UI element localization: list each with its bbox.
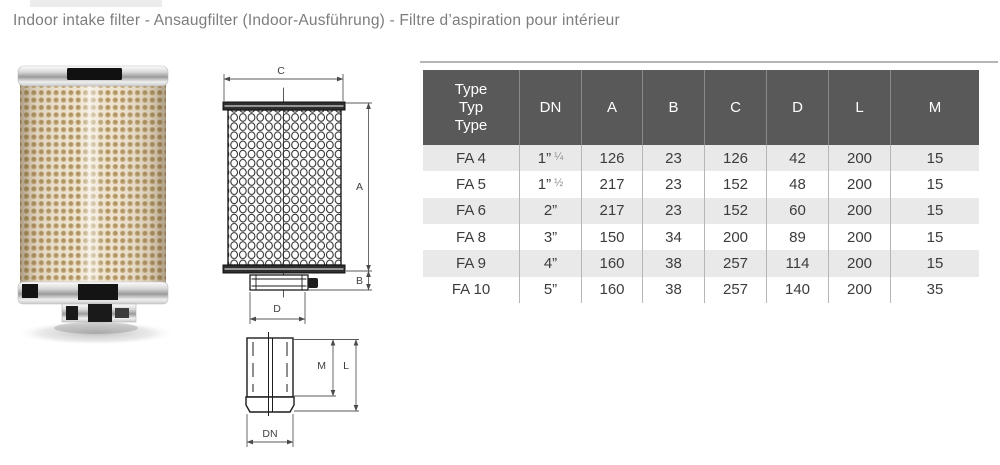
- cell-dn: 1” ¼: [519, 145, 581, 171]
- connector-detail-view: [246, 332, 294, 416]
- cell-l: 200: [828, 171, 890, 197]
- cell-c: 152: [704, 198, 766, 224]
- drain-plug: [308, 278, 318, 288]
- cell-c: 152: [704, 171, 766, 197]
- cell-type: FA 5: [423, 171, 519, 197]
- dim-label-m: M: [317, 360, 326, 372]
- table-row-fa4: [423, 145, 979, 171]
- header-type-line-fr: Type: [454, 116, 488, 134]
- cell-dn: 5”: [519, 277, 581, 303]
- cell-a: 150: [581, 224, 642, 250]
- dim-label-a: A: [355, 181, 363, 193]
- filter-top-label: [67, 68, 122, 80]
- table-row-fa10: [423, 277, 979, 303]
- cell-b: 23: [642, 145, 704, 171]
- filter-photo-svg: [8, 52, 193, 352]
- cell-c: 257: [704, 277, 766, 303]
- filter-photo: [8, 52, 193, 352]
- table-row-fa6: [423, 198, 979, 224]
- dim-label-l: L: [343, 360, 349, 372]
- header-cell-l: L: [828, 70, 890, 145]
- scan-artifact: [30, 0, 162, 7]
- dim-label-d: D: [273, 303, 281, 315]
- cell-m: 15: [890, 224, 979, 250]
- cell-a: 160: [581, 250, 642, 276]
- cell-m: 15: [890, 250, 979, 276]
- technical-drawing-svg: [195, 58, 380, 455]
- table-top-rule: [420, 61, 998, 63]
- filter-front-view: [223, 88, 345, 297]
- cell-d: 60: [766, 198, 828, 224]
- table-row-fa9: [423, 250, 979, 276]
- cell-d: 140: [766, 277, 828, 303]
- cell-c: 200: [704, 224, 766, 250]
- header-cell-d: D: [766, 70, 828, 145]
- header-cell-dn: DN: [519, 70, 581, 145]
- cell-m: 35: [890, 277, 979, 303]
- cell-m: 15: [890, 145, 979, 171]
- cell-a: 160: [581, 277, 642, 303]
- cell-l: 200: [828, 277, 890, 303]
- cell-m: 15: [890, 171, 979, 197]
- cell-c: 257: [704, 250, 766, 276]
- cell-type: FA 6: [423, 198, 519, 224]
- header-type-line-en: Type: [454, 80, 488, 98]
- technical-drawing: [195, 58, 380, 455]
- header-cell-a: A: [581, 70, 642, 145]
- table-row-fa5: [423, 171, 979, 197]
- cell-l: 200: [828, 198, 890, 224]
- dim-label-b: B: [355, 275, 363, 287]
- cell-dn: 2”: [519, 198, 581, 224]
- cell-a: 126: [581, 145, 642, 171]
- cell-b: 38: [642, 277, 704, 303]
- dim-label-dn: DN: [262, 428, 278, 440]
- header-cell-m: M: [890, 70, 979, 145]
- cell-d: 114: [766, 250, 828, 276]
- header-type-line-de: Typ: [458, 98, 484, 116]
- spec-table: [423, 70, 979, 303]
- cell-a: 217: [581, 171, 642, 197]
- cell-dn: 4”: [519, 250, 581, 276]
- cell-type: FA 10: [423, 277, 519, 303]
- cell-m: 15: [890, 198, 979, 224]
- header-cell-b: B: [642, 70, 704, 145]
- page-title: Indoor intake filter - Ansaugfilter (Indoor-Ausführung) - Filtre d’aspiration pour intérieur: [13, 12, 620, 29]
- cell-type: FA 4: [423, 145, 519, 171]
- cell-c: 126: [704, 145, 766, 171]
- table-body: [423, 145, 979, 303]
- cell-l: 200: [828, 145, 890, 171]
- cell-b: 38: [642, 250, 704, 276]
- cell-a: 217: [581, 198, 642, 224]
- cell-dn: 1” ½: [519, 171, 581, 197]
- table-header-row: [423, 70, 979, 145]
- cell-l: 200: [828, 224, 890, 250]
- cell-l: 200: [828, 250, 890, 276]
- header-cell-c: C: [704, 70, 766, 145]
- dim-label-c: C: [277, 65, 285, 77]
- cell-type: FA 9: [423, 250, 519, 276]
- header-cell-type: [423, 70, 519, 145]
- cell-type: FA 8: [423, 224, 519, 250]
- cell-dn: 3”: [519, 224, 581, 250]
- cell-b: 23: [642, 198, 704, 224]
- cell-b: 23: [642, 171, 704, 197]
- cell-d: 89: [766, 224, 828, 250]
- table-row-fa8: [423, 224, 979, 250]
- cell-d: 48: [766, 171, 828, 197]
- cell-b: 34: [642, 224, 704, 250]
- cell-d: 42: [766, 145, 828, 171]
